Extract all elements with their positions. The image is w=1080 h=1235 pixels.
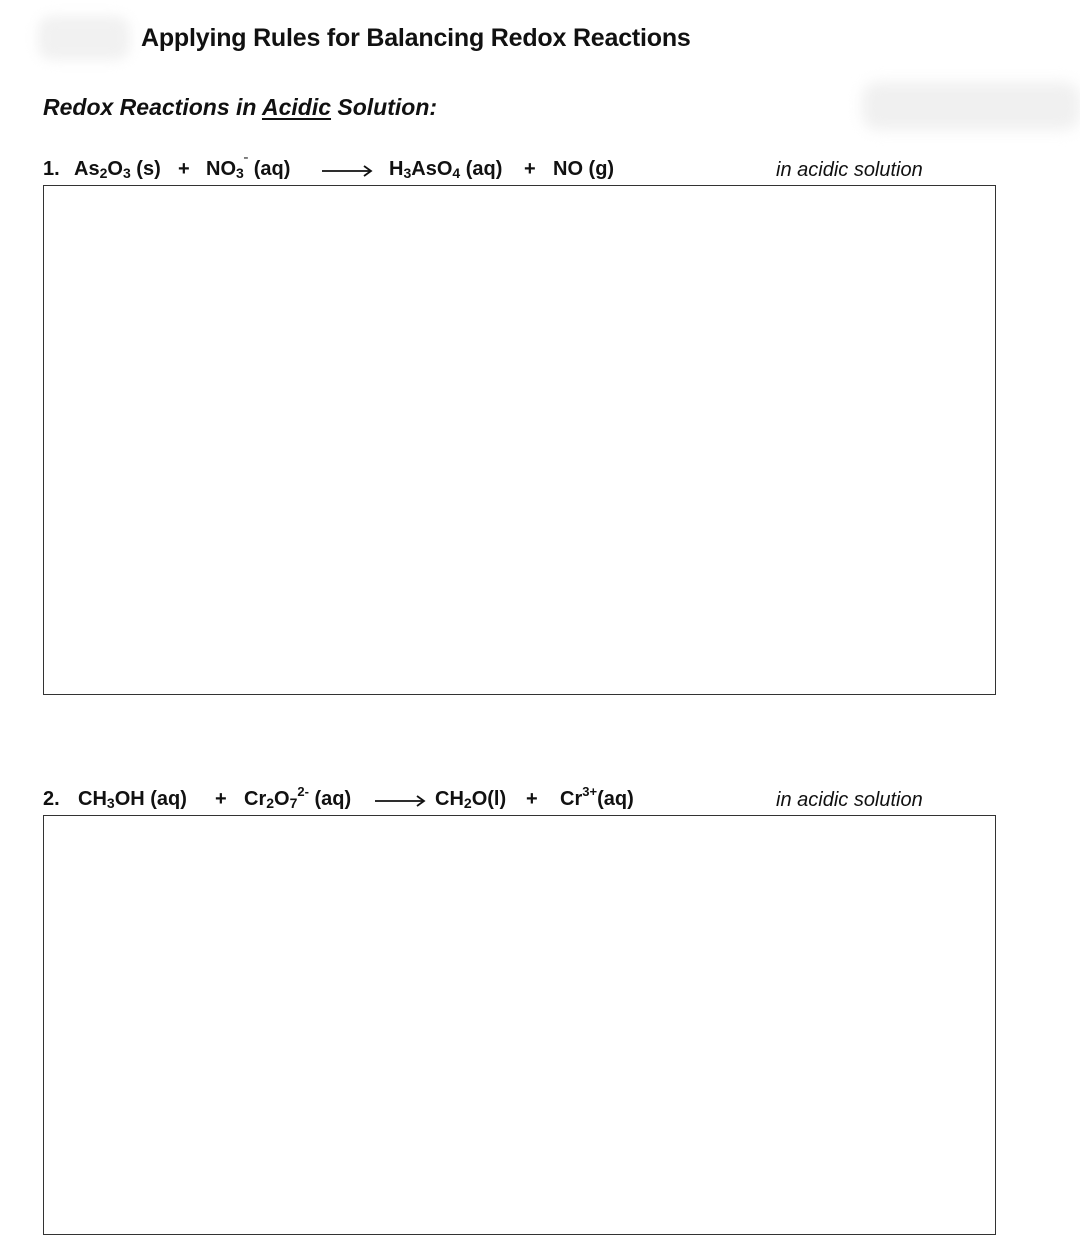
problem-1-condition: in acidic solution [776, 159, 923, 181]
problem-1-plus-2: + [524, 158, 536, 180]
redacted-logo-left [38, 16, 130, 60]
problem-1-product-1: $H_3AsO_4$ (aq) [389, 158, 503, 181]
section-heading-acidic: Acidic [261, 94, 332, 120]
problem-1-reactant-2: $NO_3^ˉ$ (aq) [206, 154, 291, 181]
problem-2-number: 2. [43, 788, 60, 810]
problem-1-number: 1. [43, 158, 60, 180]
section-heading-prefix: Redox Reactions in [43, 94, 262, 120]
page-title: Applying Rules for Balancing Redox Reactions [141, 24, 691, 52]
redacted-mark-right [862, 82, 1080, 130]
problem-1-reactant-1: $As_2O_3$ (s) [74, 158, 161, 181]
section-heading [43, 94, 437, 121]
problem-2-plus-2: + [526, 788, 538, 810]
problem-2-reactant-1: $CH_3OH$ (aq) [78, 788, 187, 811]
problem-1-plus-1: + [178, 158, 190, 180]
problem-2-plus-1: + [215, 788, 227, 810]
problem-2-reactant-2: $Cr_2O_7^{2-}$ (aq) [244, 784, 352, 811]
problem-2-product-1: $CH_2O(l)$ [435, 788, 507, 811]
problem-2-condition: in acidic solution [776, 789, 923, 811]
problem-2-product-2: $Cr^{3+}(aq)$ [560, 784, 634, 810]
problem-1-work-area[interactable] [43, 185, 996, 695]
section-heading-suffix: Solution: [331, 94, 438, 120]
problem-2-work-area[interactable] [43, 815, 996, 1235]
reaction-arrow-icon [373, 788, 428, 812]
problem-1-product-2: NO (g) [553, 158, 615, 180]
reaction-arrow-icon [320, 158, 375, 182]
